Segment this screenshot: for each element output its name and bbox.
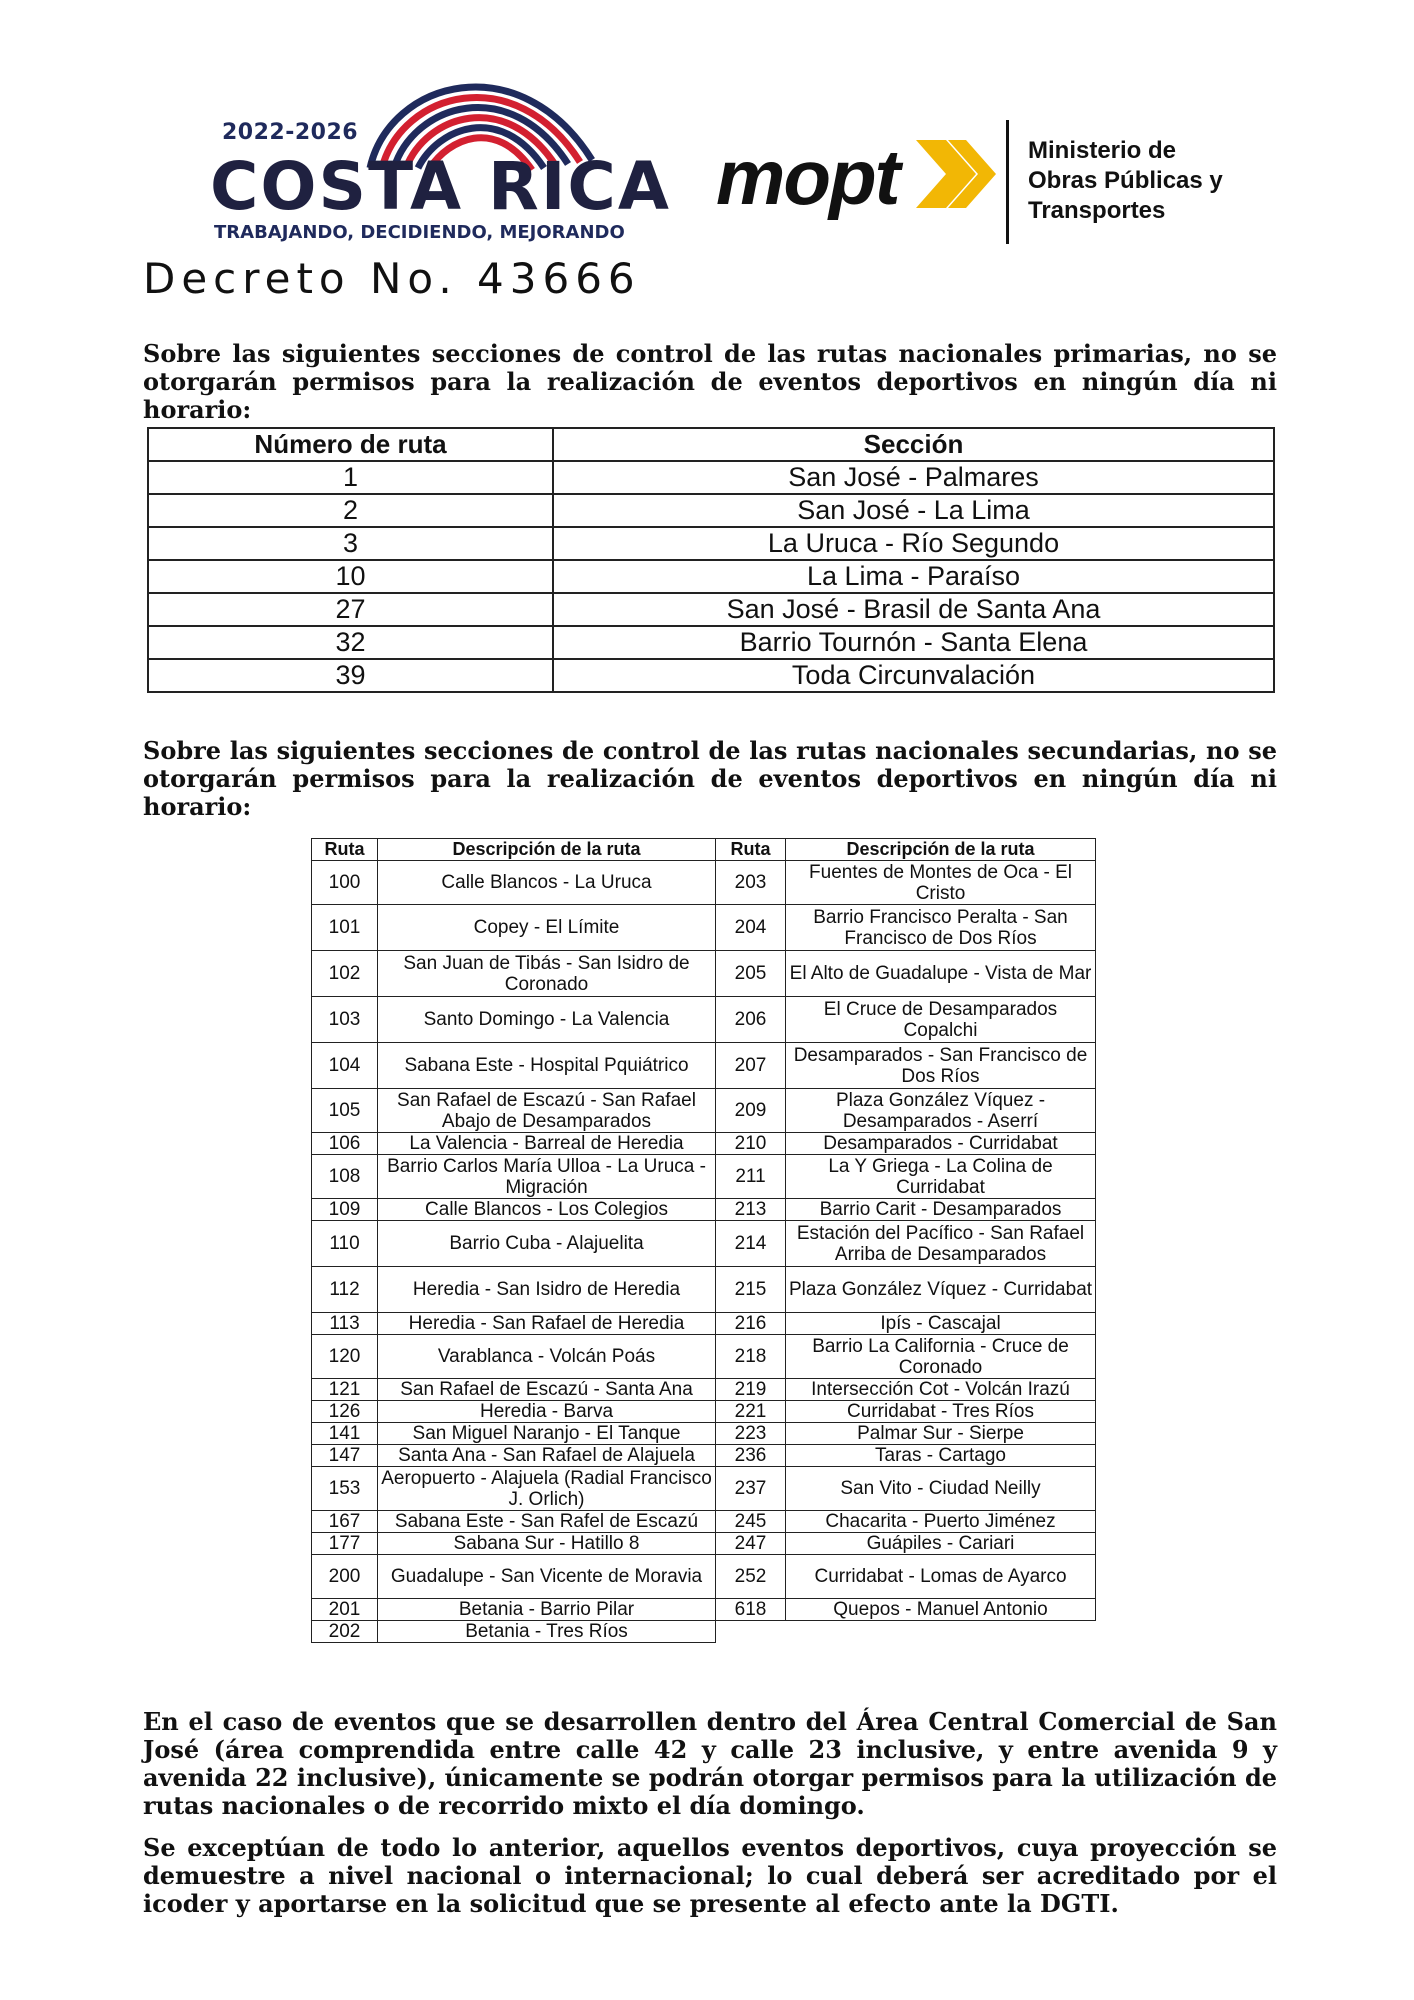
route-number-cell: 1 (148, 461, 553, 494)
route-number-cell: 247 (716, 1533, 786, 1555)
route-number-cell: 204 (716, 905, 786, 951)
route-description-cell: Fuentes de Montes de Oca - El Cristo (786, 861, 1096, 905)
route-description-cell: Heredia - Barva (378, 1401, 716, 1423)
route-description-cell: Palmar Sur - Sierpe (786, 1423, 1096, 1445)
route-description-cell: Barrio La California - Cruce de Coronado (786, 1335, 1096, 1379)
table-row (312, 905, 1096, 951)
section-cell: Toda Circunvalación (553, 659, 1274, 692)
route-number-cell: 201 (312, 1599, 378, 1621)
route-description-cell: San Rafael de Escazú - Santa Ana (378, 1379, 716, 1401)
route-number-cell: 213 (716, 1199, 786, 1221)
route-number-cell: 237 (716, 1467, 786, 1511)
route-number-cell: 215 (716, 1267, 786, 1313)
mopt-chevron-icon (908, 134, 998, 214)
route-number-cell: 141 (312, 1423, 378, 1445)
route-description-cell: Barrio Carlos María Ulloa - La Uruca - Migración (378, 1155, 716, 1199)
route-description-cell: Guápiles - Cariari (786, 1533, 1096, 1555)
route-number-cell: 39 (148, 659, 553, 692)
route-description-cell: Ipís - Cascajal (786, 1313, 1096, 1335)
exceptions-paragraph: Se exceptúan de todo lo anterior, aquellos eventos deportivos, cuya proyección se demuestre a nivel nacional o internacional; lo cual deberá ser acreditado por el icoder y aportarse en la solicitud que se presente al efecto ante la DGTI. (143, 1833, 1277, 1918)
route-description-cell: Calle Blancos - La Uruca (378, 861, 716, 905)
logo-years: 2022-2026 (222, 120, 359, 145)
route-number-cell: 100 (312, 861, 378, 905)
route-description-cell: Heredia - San Isidro de Heredia (378, 1267, 716, 1313)
section-cell: San José - Brasil de Santa Ana (553, 593, 1274, 626)
route-number-cell: 147 (312, 1445, 378, 1467)
route-description-cell: Heredia - San Rafael de Heredia (378, 1313, 716, 1335)
route-number-cell: 205 (716, 951, 786, 997)
table-row (312, 1555, 1096, 1599)
route-description-cell: Intersección Cot - Volcán Irazú (786, 1379, 1096, 1401)
column-header: Ruta (312, 839, 378, 861)
route-description-cell: Desamparados - Curridabat (786, 1133, 1096, 1155)
primary-routes-intro: Sobre las siguientes secciones de control de las rutas nacionales primarias, no se otorgarán permisos para la realización de eventos deportivos en ningún día ni horario: (143, 339, 1277, 424)
ministry-line: Ministerio de (1028, 137, 1177, 164)
table-row (312, 1379, 1096, 1401)
costa-rica-logo (210, 50, 671, 250)
table-header-row (312, 839, 1096, 861)
route-number-cell: 101 (312, 905, 378, 951)
route-number-cell: 203 (716, 861, 786, 905)
route-description-cell: La Valencia - Barreal de Heredia (378, 1133, 716, 1155)
route-description-cell: La Y Griega - La Colina de Curridabat (786, 1155, 1096, 1199)
route-description-cell: Betania - Barrio Pilar (378, 1599, 716, 1621)
route-description-cell: Curridabat - Lomas de Ayarco (786, 1555, 1096, 1599)
section-cell: La Uruca - Río Segundo (553, 527, 1274, 560)
table-row (148, 461, 1274, 494)
table-row (312, 1133, 1096, 1155)
table-row (148, 659, 1274, 692)
table-row (312, 1155, 1096, 1199)
table-row (148, 494, 1274, 527)
mopt-divider (1006, 120, 1009, 244)
route-description-cell: Plaza González Víquez - Desamparados - Aserrí (786, 1089, 1096, 1133)
route-number-cell: 106 (312, 1133, 378, 1155)
route-number-cell: 236 (716, 1445, 786, 1467)
route-number-cell: 207 (716, 1043, 786, 1089)
route-description-cell: Quepos - Manuel Antonio (786, 1599, 1096, 1621)
table-row (312, 1221, 1096, 1267)
route-description-cell: El Alto de Guadalupe - Vista de Mar (786, 951, 1096, 997)
route-description-cell: San Vito - Ciudad Neilly (786, 1467, 1096, 1511)
route-description-cell: Sabana Este - Hospital Pquiátrico (378, 1043, 716, 1089)
route-number-cell: 153 (312, 1467, 378, 1511)
route-description-cell: San Rafael de Escazú - San Rafael Abajo de Desamparados (378, 1089, 716, 1133)
route-number-cell: 209 (716, 1089, 786, 1133)
route-number-cell: 245 (716, 1511, 786, 1533)
table-row (312, 1533, 1096, 1555)
column-header: Descripción de la ruta (378, 839, 716, 861)
route-number-cell: 113 (312, 1313, 378, 1335)
route-description-cell: El Cruce de Desamparados Copalchi (786, 997, 1096, 1043)
route-number-cell: 103 (312, 997, 378, 1043)
route-description-cell: Barrio Carit - Desamparados (786, 1199, 1096, 1221)
table-header-row (148, 428, 1274, 461)
route-number-cell: 104 (312, 1043, 378, 1089)
column-header: Ruta (716, 839, 786, 861)
route-description-cell: Betania - Tres Ríos (378, 1621, 716, 1643)
table-row (312, 1423, 1096, 1445)
route-description-cell: San Miguel Naranjo - El Tanque (378, 1423, 716, 1445)
table-row (312, 997, 1096, 1043)
section-cell: San José - Palmares (553, 461, 1274, 494)
decree-title: Decreto No. 43666 (143, 254, 641, 303)
route-number-cell: 223 (716, 1423, 786, 1445)
route-number-cell: 121 (312, 1379, 378, 1401)
logo-country-name: COSTA RICA (210, 148, 671, 225)
section-cell: Barrio Tournón - Santa Elena (553, 626, 1274, 659)
table-row (312, 861, 1096, 905)
central-area-paragraph: En el caso de eventos que se desarrollen dentro del Área Central Comercial de San José (área comprendida entre calle 42 y calle 23 inclusive, y entre avenida 9 y avenida 22 inclusive), únicamente se podrán otorgar permisos para la utilización de rutas nacionales o de recorrido mixto el día domingo. (143, 1707, 1277, 1820)
table-row (312, 1467, 1096, 1511)
ministry-line: Transportes (1028, 197, 1166, 224)
route-number-cell: 120 (312, 1335, 378, 1379)
secondary-routes-intro: Sobre las siguientes secciones de control de las rutas nacionales secundarias, no se otorgarán permisos para la realización de eventos deportivos en ningún día ni horario: (143, 736, 1277, 821)
route-number-cell: 108 (312, 1155, 378, 1199)
logo-slogan: TRABAJANDO, DECIDIENDO, MEJORANDO (214, 222, 625, 243)
route-number-cell: 105 (312, 1089, 378, 1133)
route-description-cell: Barrio Francisco Peralta - San Francisco de Dos Ríos (786, 905, 1096, 951)
ministry-line: Obras Públicas y (1028, 167, 1223, 194)
table-row (312, 1621, 1096, 1643)
route-description-cell: Santa Ana - San Rafael de Alajuela (378, 1445, 716, 1467)
table-row (312, 1199, 1096, 1221)
route-number-cell: 32 (148, 626, 553, 659)
route-number-cell: 210 (716, 1133, 786, 1155)
route-number-cell: 102 (312, 951, 378, 997)
mopt-logo (716, 112, 1236, 242)
route-number-cell: 3 (148, 527, 553, 560)
route-number-cell: 202 (312, 1621, 378, 1643)
primary-routes-table (147, 427, 1275, 693)
column-header: Sección (553, 428, 1274, 461)
section-cell: La Lima - Paraíso (553, 560, 1274, 593)
table-row (312, 1267, 1096, 1313)
table-row (148, 527, 1274, 560)
table-row (312, 1511, 1096, 1533)
route-description-cell: Aeropuerto - Alajuela (Radial Francisco J. Orlich) (378, 1467, 716, 1511)
route-description-cell: Varablanca - Volcán Poás (378, 1335, 716, 1379)
route-description-cell: Barrio Cuba - Alajuelita (378, 1221, 716, 1267)
route-description-cell: Desamparados - San Francisco de Dos Ríos (786, 1043, 1096, 1089)
table-row (148, 626, 1274, 659)
route-description-cell: San Juan de Tibás - San Isidro de Coronado (378, 951, 716, 997)
route-number-cell: 252 (716, 1555, 786, 1599)
route-number-cell: 10 (148, 560, 553, 593)
route-description-cell: Curridabat - Tres Ríos (786, 1401, 1096, 1423)
route-number-cell: 200 (312, 1555, 378, 1599)
table-row (312, 951, 1096, 997)
route-number-cell: 110 (312, 1221, 378, 1267)
table-row (312, 1313, 1096, 1335)
mopt-wordmark: mopt (716, 133, 899, 221)
column-header: Número de ruta (148, 428, 553, 461)
route-number-cell: 618 (716, 1599, 786, 1621)
table-row (312, 1335, 1096, 1379)
route-description-cell: Taras - Cartago (786, 1445, 1096, 1467)
route-description-cell: Santo Domingo - La Valencia (378, 997, 716, 1043)
route-number-cell: 218 (716, 1335, 786, 1379)
route-description-cell: Copey - El Límite (378, 905, 716, 951)
table-row (312, 1599, 1096, 1621)
table-row (312, 1043, 1096, 1089)
route-number-cell: 214 (716, 1221, 786, 1267)
route-number-cell: 177 (312, 1533, 378, 1555)
route-description-cell: Estación del Pacífico - San Rafael Arriba de Desamparados (786, 1221, 1096, 1267)
route-number-cell: 2 (148, 494, 553, 527)
table-row (312, 1445, 1096, 1467)
route-number-cell: 206 (716, 997, 786, 1043)
table-row (148, 593, 1274, 626)
route-description-cell: Sabana Sur - Hatillo 8 (378, 1533, 716, 1555)
route-number-cell: 216 (716, 1313, 786, 1335)
route-number-cell: 126 (312, 1401, 378, 1423)
route-number-cell (716, 1621, 786, 1643)
table-row (312, 1401, 1096, 1423)
route-description-cell: Guadalupe - San Vicente de Moravia (378, 1555, 716, 1599)
route-description-cell: Sabana Este - San Rafel de Escazú (378, 1511, 716, 1533)
route-number-cell: 112 (312, 1267, 378, 1313)
route-number-cell: 211 (716, 1155, 786, 1199)
route-description-cell: Calle Blancos - Los Colegios (378, 1199, 716, 1221)
route-description-cell (786, 1621, 1096, 1643)
route-number-cell: 221 (716, 1401, 786, 1423)
secondary-routes-table (311, 838, 1096, 1643)
route-number-cell: 219 (716, 1379, 786, 1401)
ministry-name (1028, 136, 1223, 226)
section-cell: San José - La Lima (553, 494, 1274, 527)
route-description-cell: Plaza González Víquez - Curridabat (786, 1267, 1096, 1313)
route-description-cell: Chacarita - Puerto Jiménez (786, 1511, 1096, 1533)
route-number-cell: 27 (148, 593, 553, 626)
table-row (148, 560, 1274, 593)
table-row (312, 1089, 1096, 1133)
column-header: Descripción de la ruta (786, 839, 1096, 861)
route-number-cell: 109 (312, 1199, 378, 1221)
route-number-cell: 167 (312, 1511, 378, 1533)
